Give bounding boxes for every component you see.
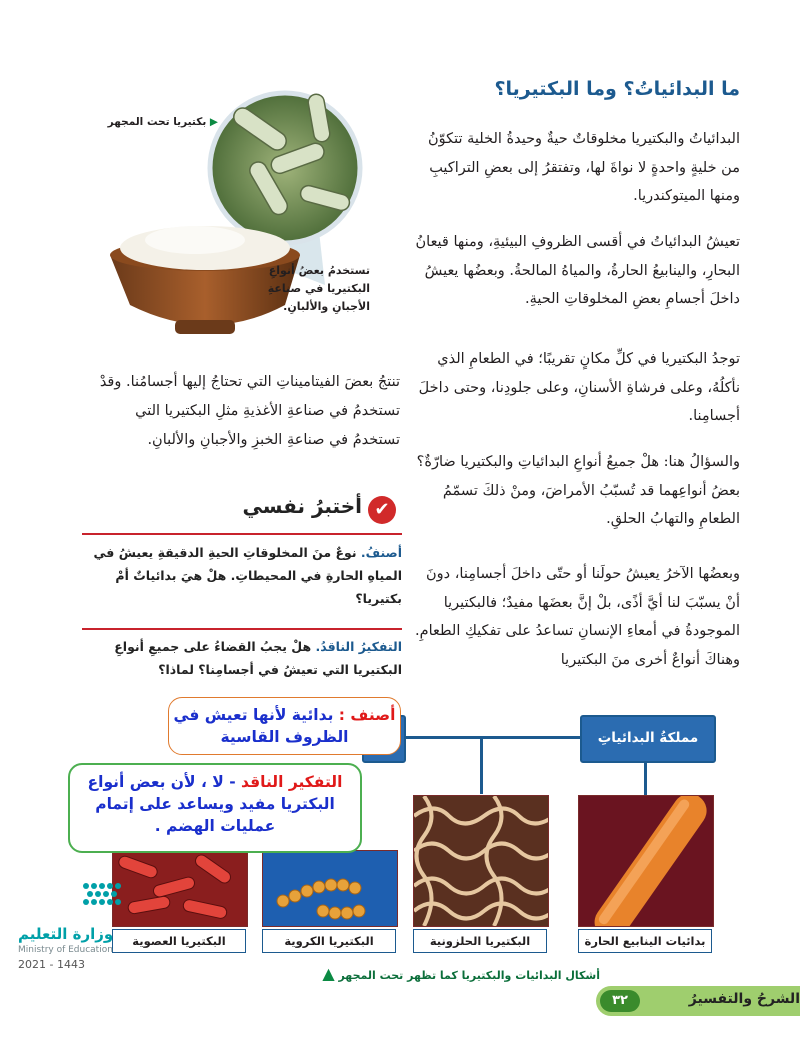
ministry-name-ar: وزارة التعليم	[18, 925, 114, 943]
answer-critical-text: - لا ، لأن بعض أنواع البكتريا مفيد ويساعد على إتمام عمليات الهضم .	[87, 773, 335, 835]
ministry-logo-icon	[80, 880, 128, 920]
tile-label-hot-spring: بدائيات الينابيع الحارة	[578, 929, 712, 953]
answer-critical-box	[68, 763, 362, 853]
question-critical-label: التفكيرُ الناقدُ.	[315, 639, 402, 654]
page-number: ٣٢	[600, 990, 640, 1012]
tile-label-bacilli: البكتيريا العصوية	[112, 929, 246, 953]
question-classify-text: نوعٌ منَ المخلوقاتِ الحيةِ الدقيقةِ يعيشُ في المياهِ الحارةِ في المحيطاتِ. هلْ هيَ بدائياتٌ أمْ بكتيريا؟	[93, 545, 402, 606]
hot-spring-archaea-image	[578, 795, 714, 927]
connector-line	[644, 759, 647, 795]
checkmark-icon: ✔	[368, 496, 396, 524]
tile-label-coccus: البكتيريا الكروية	[262, 929, 396, 953]
paragraph-bacteria-location: توجدُ البكتيريا في كلِّ مكانٍ تقريبًا؛ في الطعامِ الذي نأكلُهُ، وعلى فرشاةِ الأسنانِ، وعلى جلودِنا، وحتى داخلَ أجسامِنا.	[418, 351, 740, 424]
bacilli-bacteria-image	[112, 850, 248, 927]
question-critical-thinking	[82, 635, 402, 681]
question-classify	[82, 541, 402, 610]
answer-critical-label: التفكير الناقد	[241, 773, 343, 791]
connector-line	[480, 736, 483, 794]
microscope-label	[100, 116, 218, 128]
answer-classify-box	[168, 697, 401, 755]
photo-caption: تستخدمُ بعضُ أنواعِ البكتيريا في صناعةِ الأجبانِ والألبانِ.	[267, 264, 370, 313]
connector-line	[400, 736, 580, 739]
question-classify-label: أصنفُ.	[360, 545, 402, 560]
self-test-title: أختبرُ نفسي	[242, 494, 362, 518]
spiral-bacteria-image	[413, 795, 549, 927]
ministry-name-en: Ministry of Education	[18, 945, 113, 955]
figure-caption-text: أشكال البدائيات والبكتيريا كما تظهر تحت المجهر	[338, 969, 600, 982]
paragraph-harmful: والسؤالُ هنا: هلْ جميعُ أنواعِ البدائياتِ والبكتيريا ضارّةٌ؟ بعضُ أنواعِهما قد تُسبّبُ الأمراضَ، ومنْ ذلكَ تسمّمُ الطعامِ والتهابُ الحلقِ.	[416, 454, 740, 527]
paragraph-archaea-habitat: تعيشُ البدائياتُ في أقسى الظروفِ البيئيةِ، ومنها قيعانُ البحارِ، والينابيعُ الحارةُ، والمياهُ المالحةُ. وبعضُها يعيشُ داخلَ أجسامِ بعضِ المخلوقاتِ الحيةِ.	[415, 234, 740, 307]
coccus-bacteria-image	[262, 850, 398, 927]
divider	[82, 628, 402, 630]
divider	[82, 533, 402, 535]
answer-classify-label: أصنف :	[338, 706, 396, 724]
kingdom-archaea-box: مملكةُ البدائياتِ	[580, 715, 716, 763]
tile-label-spiral: البكتيريا الحلزونية	[413, 929, 547, 953]
edition-year: 2021 - 1443	[18, 958, 85, 971]
question-critical-text: هلْ يجبُ القضاءُ على جميعِ أنواعِ البكتيريا التي تعيشُ في أجسامِنا؟ لماذا؟	[114, 639, 402, 677]
paragraph-intro: البدائياتُ والبكتيريا مخلوقاتٌ حيةٌ وحيدةُ الخلية تتكوّنُ من خليةٍ واحدةٍ لا نواةَ لها، وتفتقرُ إلى بعضِ التراكيبِ ومنها الميتوكندريا.	[427, 131, 740, 204]
section-heading: ما البدائياتُ؟ وما البكتيريا؟	[494, 78, 740, 100]
triangle-bullet-icon: ▶	[209, 116, 218, 128]
paragraph-vitamins: تنتجُ بعضَ الفيتاميناتِ التي تحتاجُ إليها أجسامُنا. وقدْ تستخدمُ في صناعةِ الأغذيةِ مثلِ البكتيريا التي تستخدمُ في صناعةِ الخبزِ والأجبانِ والألبانِ.	[99, 374, 400, 448]
paragraph-helpful: وبعضُها الآخرُ يعيشُ حولَنا أو حتّى داخلَ أجسامِنا، دونَ أنْ يسبّبَ لنا أيَّ أذًى، بلْ إنَّ بعضَها مفيدٌ؛ فالبكتيريا الموجودةُ في أمعاءِ الإنسانِ تساعدُ على تفكيكِ الطعامِ. وهناكَ أنواعٌ أخرى منَ البكتيريا	[415, 566, 740, 668]
footer-section-title: الشرحُ والتفسيرُ	[688, 991, 800, 1007]
answer-classify-text: بدائية لأنها تعيش في الظروف القاسية	[173, 706, 349, 746]
figure-caption	[300, 964, 600, 983]
microscope-label-text: بكتيريا تحت المجهر	[107, 116, 207, 128]
triangle-icon: ▲	[322, 964, 335, 983]
